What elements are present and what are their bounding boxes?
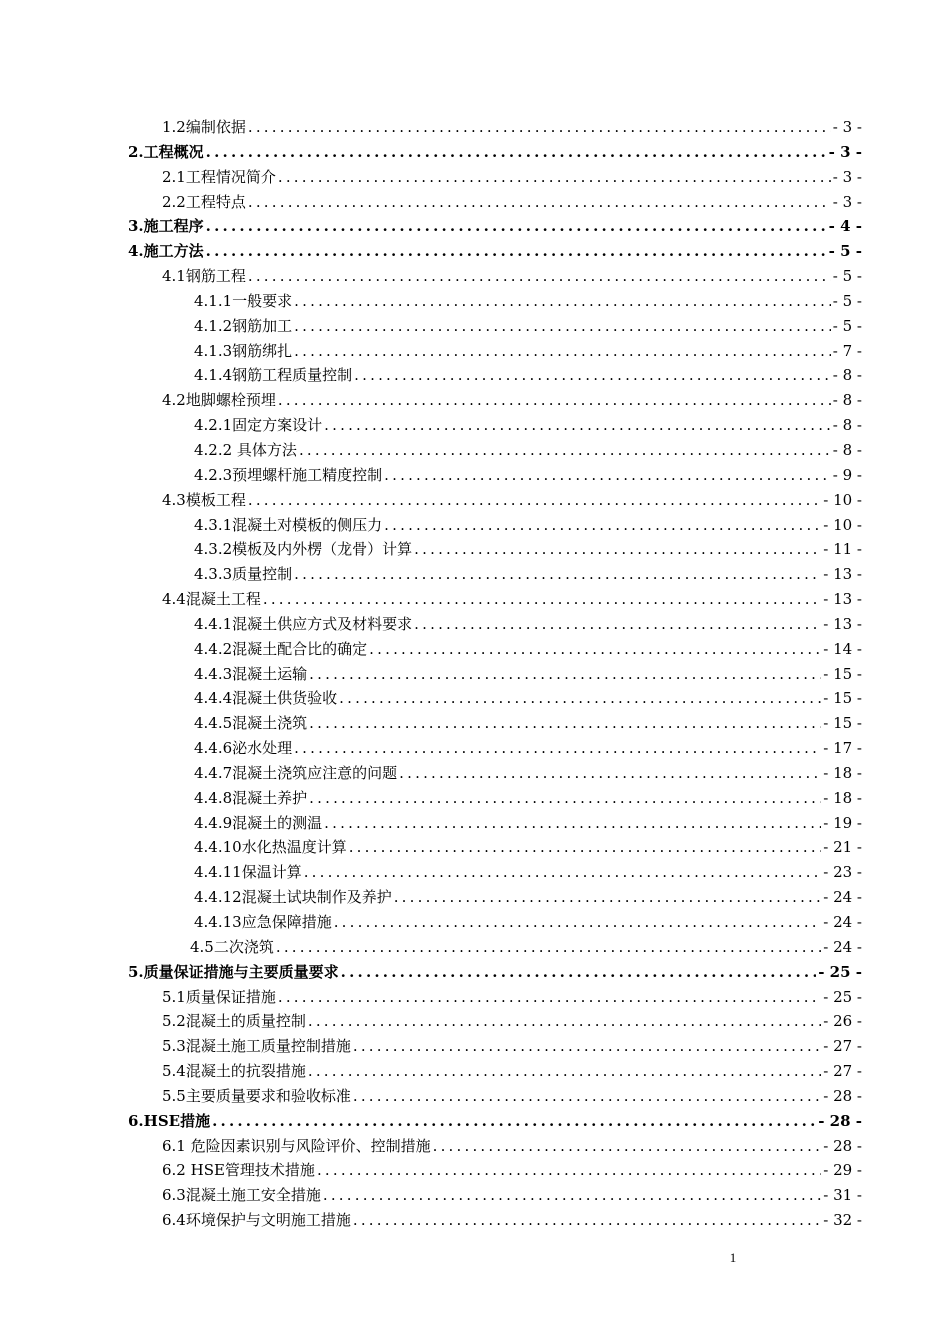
toc-entry-page: - 10 - [823, 490, 862, 509]
toc-entry[interactable] [128, 239, 862, 264]
toc-leader-dots [294, 339, 831, 364]
toc-entry-title: 4.4.10水化热温度计算 [194, 838, 347, 857]
toc-entry-page: - 3 - [828, 142, 862, 161]
toc-leader-dots [369, 637, 821, 662]
toc-entry-title: 5.4混凝土的抗裂措施 [162, 1062, 306, 1081]
toc-entry[interactable] [128, 190, 862, 215]
toc-entry-page: - 17 - [823, 739, 862, 758]
toc-entry[interactable] [128, 140, 862, 165]
toc-entry[interactable] [128, 214, 862, 239]
toc-entry[interactable] [128, 612, 862, 637]
toc-entry-page: - 32 - [823, 1211, 862, 1230]
toc-entry-title: 6.HSE措施 [128, 1111, 211, 1130]
page-footer [0, 1247, 950, 1266]
toc-entry-page: - 28 - [823, 1086, 862, 1105]
toc-entry-page: - 21 - [823, 838, 862, 857]
toc-entry[interactable] [128, 363, 862, 388]
toc-entry-page: - 4 - [828, 217, 862, 236]
toc-entry-title: 4.5二次浇筑 [190, 937, 274, 956]
page-number: 1 [729, 1250, 737, 1265]
toc-entry[interactable] [128, 811, 862, 836]
toc-leader-dots [278, 388, 831, 413]
toc-entry-title: 4.4.3混凝土运输 [194, 664, 308, 683]
toc-leader-dots [384, 463, 831, 488]
toc-entry[interactable] [128, 1158, 862, 1183]
toc-leader-dots [248, 190, 831, 215]
toc-entry-title: 4.4.6泌水处理 [194, 739, 293, 758]
toc-entry-title: 4.4.2混凝土配合比的确定 [194, 639, 368, 658]
toc-leader-dots [353, 1084, 821, 1109]
toc-entry[interactable] [128, 835, 862, 860]
toc-entry-page: - 15 - [823, 664, 862, 683]
toc-entry[interactable] [128, 686, 862, 711]
toc-entry[interactable] [128, 1208, 862, 1233]
toc-entry-page: - 5 - [832, 291, 862, 310]
toc-leader-dots [294, 562, 821, 587]
toc-entry-title: 4.4.9混凝土的测温 [194, 813, 323, 832]
toc-entry-page: - 15 - [823, 689, 862, 708]
toc-leader-dots [341, 960, 817, 985]
toc-entry-title: 1.2编制依据 [162, 118, 246, 136]
table-of-contents [128, 115, 862, 1233]
toc-entry-page: - 24 - [823, 937, 862, 956]
toc-entry[interactable] [128, 736, 862, 761]
toc-entry-title: 4.4.1混凝土供应方式及材料要求 [194, 614, 413, 633]
toc-leader-dots [248, 488, 821, 513]
toc-entry-title: 4.4.11保温计算 [194, 863, 302, 882]
toc-entry[interactable] [128, 314, 862, 339]
toc-entry-page: - 18 - [823, 763, 862, 782]
toc-entry[interactable] [128, 1134, 862, 1159]
toc-entry-title: 6.1 危险因素识别与风险评价、控制措施 [162, 1136, 431, 1155]
toc-entry[interactable] [128, 860, 862, 885]
toc-entry[interactable] [128, 264, 862, 289]
toc-leader-dots [384, 513, 821, 538]
toc-entry-title: 4.1.1一般要求 [194, 291, 293, 310]
toc-entry-page: - 23 - [823, 863, 862, 882]
toc-entry-page: - 25 - [823, 987, 862, 1006]
toc-entry[interactable] [128, 513, 862, 538]
toc-leader-dots [309, 711, 821, 736]
toc-entry[interactable] [128, 115, 862, 140]
toc-entry-title: 4.4.7混凝土浇筑应注意的问题 [194, 763, 398, 782]
toc-leader-dots [248, 264, 831, 289]
toc-entry-title: 6.2 HSE管理技术措施 [162, 1161, 315, 1180]
toc-entry[interactable] [128, 711, 862, 736]
toc-entry-title: 4.1.4钢筋工程质量控制 [194, 366, 353, 385]
toc-entry-page: - 25 - [818, 962, 862, 981]
toc-entry-title: 4.施工方法 [128, 242, 204, 261]
toc-entry-page: - 7 - [832, 341, 862, 360]
toc-entry-title: 5.5主要质量要求和验收标准 [162, 1086, 351, 1105]
toc-entry-page: - 19 - [823, 813, 862, 832]
toc-leader-dots [334, 910, 822, 935]
toc-entry-title: 4.4.12混凝土试块制作及养护 [194, 888, 392, 907]
toc-entry-title: 4.4.8混凝土养护 [194, 788, 308, 807]
toc-entry-title: 4.3.3质量控制 [194, 565, 293, 584]
toc-leader-dots [324, 811, 821, 836]
toc-entry-page: - 24 - [823, 913, 862, 931]
toc-entry-page: - 8 - [832, 416, 862, 435]
toc-entry[interactable] [128, 662, 862, 687]
toc-entry-title: 3.施工程序 [128, 217, 204, 236]
toc-entry[interactable] [128, 960, 862, 985]
toc-entry-title: 4.1钢筋工程 [162, 267, 246, 286]
toc-entry-title: 4.1.2钢筋加工 [194, 316, 293, 335]
toc-entry-page: - 28 - [823, 1136, 862, 1155]
toc-leader-dots [394, 885, 822, 910]
toc-entry[interactable] [128, 562, 862, 587]
toc-entry-title: 2.2工程特点 [162, 192, 246, 211]
toc-entry-title: 5.质量保证措施与主要质量要求 [128, 962, 339, 981]
toc-entry-page: - 27 - [823, 1037, 862, 1056]
toc-entry-title: 4.3模板工程 [162, 490, 246, 509]
toc-entry-title: 4.4混凝土工程 [162, 590, 261, 609]
toc-entry-title: 4.2.3预埋螺杆施工精度控制 [194, 465, 383, 484]
toc-leader-dots [212, 1109, 816, 1134]
toc-entry-title: 5.3混凝土施工质量控制措施 [162, 1037, 351, 1056]
toc-entry-title: 2.工程概况 [128, 142, 204, 161]
toc-entry[interactable] [128, 289, 862, 314]
toc-entry-page: - 31 - [823, 1186, 862, 1205]
toc-entry[interactable] [128, 1109, 862, 1134]
toc-entry[interactable] [128, 885, 862, 910]
toc-entry-page: - 3 - [832, 118, 862, 136]
toc-leader-dots [278, 165, 831, 190]
toc-entry-page: - 13 - [823, 565, 862, 584]
toc-leader-dots [317, 1158, 821, 1183]
toc-entry[interactable] [128, 1183, 862, 1208]
toc-leader-dots [248, 115, 831, 140]
toc-leader-dots [324, 413, 831, 438]
toc-leader-dots [323, 1183, 821, 1208]
toc-entry-page: - 8 - [832, 440, 862, 459]
toc-leader-dots [276, 935, 821, 960]
toc-entry[interactable] [128, 438, 862, 463]
toc-entry-page: - 8 - [832, 391, 862, 410]
toc-entry-page: - 15 - [823, 714, 862, 733]
toc-entry-title: 4.2地脚螺栓预埋 [162, 391, 276, 410]
toc-entry-page: - 13 - [823, 614, 862, 633]
toc-entry-page: - 14 - [823, 639, 862, 658]
toc-entry-title: 5.1质量保证措施 [162, 987, 276, 1006]
toc-entry[interactable] [128, 786, 862, 811]
toc-leader-dots [399, 761, 821, 786]
toc-entry-page: - 9 - [832, 465, 862, 484]
toc-leader-dots [339, 686, 821, 711]
toc-entry[interactable] [128, 637, 862, 662]
toc-entry-title: 4.4.13应急保障措施 [194, 913, 332, 931]
toc-leader-dots [308, 1059, 821, 1084]
toc-entry-page: - 3 - [832, 192, 862, 211]
toc-entry[interactable] [128, 413, 862, 438]
toc-entry-page: - 24 - [823, 888, 862, 907]
toc-leader-dots [349, 835, 822, 860]
toc-entry-page: - 3 - [832, 167, 862, 186]
toc-leader-dots [353, 1208, 821, 1233]
toc-entry[interactable] [128, 587, 862, 612]
toc-entry[interactable] [128, 1059, 862, 1084]
toc-entry-page: - 29 - [823, 1161, 862, 1180]
toc-entry-page: - 18 - [823, 788, 862, 807]
toc-entry-title: 4.1.3钢筋绑扎 [194, 341, 293, 360]
toc-entry-page: - 11 - [823, 540, 862, 559]
toc-leader-dots [206, 140, 827, 165]
toc-leader-dots [299, 438, 831, 463]
toc-entry-page: - 5 - [828, 242, 862, 261]
toc-entry-page: - 8 - [832, 366, 862, 385]
toc-entry-page: - 28 - [818, 1111, 862, 1130]
toc-entry[interactable] [128, 985, 862, 1010]
toc-leader-dots [304, 860, 822, 885]
toc-leader-dots [294, 289, 831, 314]
toc-leader-dots [294, 314, 831, 339]
toc-entry-title: 4.4.4混凝土供货验收 [194, 689, 338, 708]
toc-entry[interactable] [128, 910, 862, 935]
toc-leader-dots [309, 786, 821, 811]
toc-entry-page: - 13 - [823, 590, 862, 609]
toc-entry[interactable] [128, 1034, 862, 1059]
toc-entry[interactable] [128, 339, 862, 364]
toc-entry-title: 5.2混凝土的质量控制 [162, 1012, 306, 1031]
toc-entry[interactable] [128, 1084, 862, 1109]
toc-entry[interactable] [128, 463, 862, 488]
toc-entry[interactable] [128, 761, 862, 786]
toc-entry-title: 4.2.1固定方案设计 [194, 416, 323, 435]
toc-entry-page: - 5 - [832, 316, 862, 335]
toc-leader-dots [414, 612, 821, 637]
toc-entry[interactable] [128, 488, 862, 513]
toc-leader-dots [263, 587, 821, 612]
toc-entry-title: 2.1工程情况简介 [162, 167, 276, 186]
toc-leader-dots [353, 1034, 821, 1059]
toc-leader-dots [354, 363, 831, 388]
toc-leader-dots [278, 985, 821, 1010]
toc-entry[interactable] [128, 165, 862, 190]
toc-entry-title: 4.3.2模板及内外楞（龙骨）计算 [194, 540, 413, 559]
toc-entry[interactable] [128, 388, 862, 413]
toc-leader-dots [206, 214, 827, 239]
toc-entry-title: 4.4.5混凝土浇筑 [194, 714, 308, 733]
toc-entry-title: 6.4环境保护与文明施工措施 [162, 1211, 351, 1230]
toc-entry-page: - 5 - [832, 267, 862, 286]
toc-entry-page: - 10 - [823, 515, 862, 534]
toc-entry[interactable] [128, 935, 862, 960]
toc-entry[interactable] [128, 537, 862, 562]
toc-entry-page: - 27 - [823, 1062, 862, 1081]
toc-leader-dots [414, 537, 821, 562]
toc-leader-dots [308, 1009, 821, 1034]
toc-entry-title: 6.3混凝土施工安全措施 [162, 1186, 321, 1205]
toc-leader-dots [206, 239, 827, 264]
toc-leader-dots [294, 736, 821, 761]
toc-entry[interactable] [128, 1009, 862, 1034]
toc-leader-dots [433, 1134, 822, 1159]
toc-leader-dots [309, 662, 821, 687]
toc-entry-title: 4.3.1混凝土对模板的侧压力 [194, 515, 383, 534]
toc-entry-title: 4.2.2 具体方法 [194, 440, 297, 459]
toc-entry-page: - 26 - [823, 1012, 862, 1031]
